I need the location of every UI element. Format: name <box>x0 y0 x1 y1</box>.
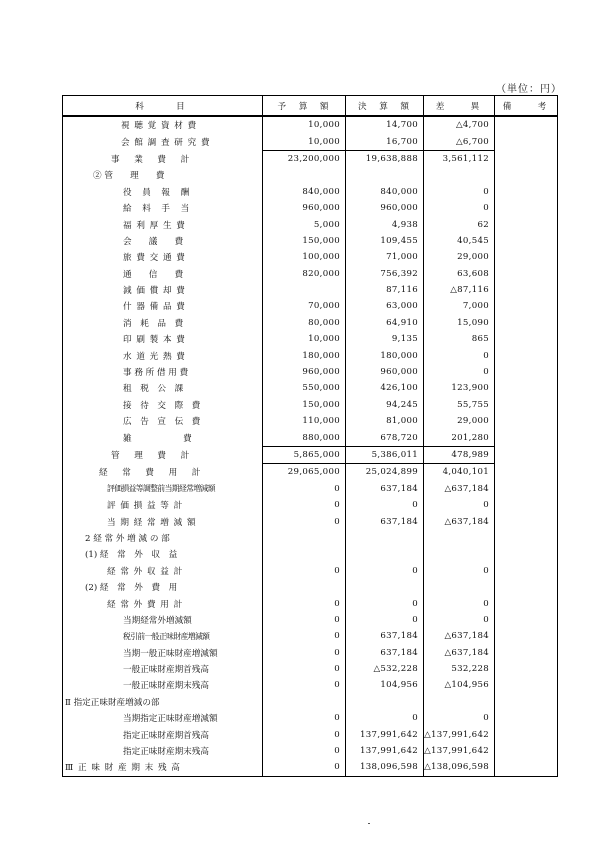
row-label: 事 務 所 借 用 費 <box>63 364 263 380</box>
budget-cell <box>263 579 346 595</box>
row-label: 一般正味財産期末残高 <box>63 677 263 693</box>
table-row <box>63 133 558 150</box>
remarks-cell <box>495 298 558 314</box>
table-row <box>63 347 558 363</box>
table-row <box>63 563 558 579</box>
table-row <box>63 661 558 677</box>
actual-cell <box>346 546 424 562</box>
difference-cell: 532,228 <box>424 661 495 677</box>
remarks-cell <box>495 133 558 150</box>
row-label: 評 価 損 益 等 計 <box>63 497 263 513</box>
difference-cell: △637,184 <box>424 628 495 644</box>
difference-cell <box>424 167 495 183</box>
remarks-cell <box>495 429 558 446</box>
difference-cell: 40,545 <box>424 233 495 249</box>
row-label: 給 料 手 当 <box>63 200 263 216</box>
table-row <box>63 726 558 742</box>
budget-cell: 960,000 <box>263 200 346 216</box>
remarks-cell <box>495 661 558 677</box>
remarks-cell <box>495 380 558 396</box>
row-label: 一般正味財産期首残高 <box>63 661 263 677</box>
difference-cell <box>424 694 495 710</box>
remarks-cell <box>495 233 558 249</box>
budget-cell: 10,000 <box>263 133 346 150</box>
budget-cell: 840,000 <box>263 184 346 200</box>
actual-cell: 137,991,642 <box>346 743 424 759</box>
actual-cell: 14,700 <box>346 116 424 133</box>
remarks-cell <box>495 397 558 413</box>
actual-cell: 637,184 <box>346 481 424 497</box>
row-label: 当 期 経 常 増 減 額 <box>63 513 263 529</box>
row-label: 印 刷 製 本 費 <box>63 331 263 347</box>
row-label: 会 議 費 <box>63 233 263 249</box>
actual-cell: 71,000 <box>346 249 424 265</box>
actual-cell <box>346 167 424 183</box>
remarks-cell <box>495 347 558 363</box>
row-label: 租 税 公 課 <box>63 380 263 396</box>
remarks-cell <box>495 184 558 200</box>
difference-cell: 0 <box>424 595 495 611</box>
budget-cell: 23,200,000 <box>263 150 346 167</box>
remarks-cell <box>495 513 558 529</box>
difference-cell: 63,608 <box>424 266 495 282</box>
header-remarks: 備 考 <box>495 96 558 117</box>
budget-cell: 10,000 <box>263 116 346 133</box>
table-row <box>63 513 558 529</box>
actual-cell: 0 <box>346 563 424 579</box>
budget-cell: 29,065,000 <box>263 464 346 481</box>
difference-cell: △637,184 <box>424 645 495 661</box>
budget-cell: 820,000 <box>263 266 346 282</box>
remarks-cell <box>495 364 558 380</box>
actual-cell: 0 <box>346 497 424 513</box>
row-label: 税引前一般正味財産増減額 <box>63 628 263 644</box>
actual-cell: 9,135 <box>346 331 424 347</box>
difference-cell: 0 <box>424 364 495 380</box>
actual-cell: 4,938 <box>346 216 424 232</box>
remarks-cell <box>495 497 558 513</box>
difference-cell: △6,700 <box>424 133 495 150</box>
difference-cell: 478,989 <box>424 446 495 463</box>
table-row <box>63 546 558 562</box>
table-row <box>63 497 558 513</box>
remarks-cell <box>495 530 558 546</box>
header-actual: 決 算 額 <box>346 96 424 117</box>
row-label: 管 理 費 計 <box>63 446 263 463</box>
difference-cell: 55,755 <box>424 397 495 413</box>
row-label: 消 耗 品 費 <box>63 315 263 331</box>
difference-cell: △637,184 <box>424 513 495 529</box>
row-label: 事 業 費 計 <box>63 150 263 167</box>
budget-cell: 0 <box>263 661 346 677</box>
actual-cell: 180,000 <box>346 347 424 363</box>
budget-cell: 0 <box>263 645 346 661</box>
table-row <box>63 759 558 776</box>
row-label: 指定正味財産期首残高 <box>63 726 263 742</box>
budget-cell: 0 <box>263 710 346 726</box>
remarks-cell <box>495 331 558 347</box>
row-label: 福 利 厚 生 費 <box>63 216 263 232</box>
budget-table <box>62 95 558 777</box>
difference-cell: 3,561,112 <box>424 150 495 167</box>
difference-cell: △104,956 <box>424 677 495 693</box>
difference-cell: 0 <box>424 563 495 579</box>
difference-cell <box>424 546 495 562</box>
remarks-cell <box>495 743 558 759</box>
difference-cell: 123,900 <box>424 380 495 396</box>
table-row <box>63 167 558 183</box>
actual-cell <box>346 530 424 546</box>
difference-cell: 0 <box>424 497 495 513</box>
table-row <box>63 677 558 693</box>
row-label: 旅 費 交 通 費 <box>63 249 263 265</box>
budget-cell: 150,000 <box>263 233 346 249</box>
budget-cell: 5,000 <box>263 216 346 232</box>
table-row <box>63 249 558 265</box>
budget-cell: 0 <box>263 563 346 579</box>
table-row <box>63 579 558 595</box>
remarks-cell <box>495 645 558 661</box>
actual-cell: 426,100 <box>346 380 424 396</box>
table-row <box>63 266 558 282</box>
table-row <box>63 595 558 611</box>
unit-label: （単位：円） <box>496 84 562 95</box>
actual-cell: 5,386,011 <box>346 446 424 463</box>
difference-cell: △137,991,642 <box>424 726 495 742</box>
budget-cell: 0 <box>263 612 346 628</box>
row-label: Ⅲ 正 味 財 産 期 末 残 高 <box>63 759 263 776</box>
row-label: 水 道 光 熱 費 <box>63 347 263 363</box>
table-row <box>63 364 558 380</box>
table-header-row <box>63 96 558 117</box>
remarks-cell <box>495 200 558 216</box>
actual-cell: 637,184 <box>346 628 424 644</box>
row-label: 減 価 償 却 費 <box>63 282 263 298</box>
budget-cell: 0 <box>263 595 346 611</box>
budget-cell: 0 <box>263 759 346 776</box>
actual-cell <box>346 694 424 710</box>
difference-cell: 4,040,101 <box>424 464 495 481</box>
table-row <box>63 645 558 661</box>
table-row <box>63 397 558 413</box>
remarks-cell <box>495 612 558 628</box>
budget-cell: 5,865,000 <box>263 446 346 463</box>
table-row <box>63 628 558 644</box>
budget-cell: 180,000 <box>263 347 346 363</box>
difference-cell: 62 <box>424 216 495 232</box>
row-label: 視 聴 覚 資 材 費 <box>63 116 263 133</box>
actual-cell: 138,096,598 <box>346 759 424 776</box>
actual-cell: 94,245 <box>346 397 424 413</box>
difference-cell: 15,090 <box>424 315 495 331</box>
table-row <box>63 282 558 298</box>
remarks-cell <box>495 249 558 265</box>
budget-cell <box>263 530 346 546</box>
table-row <box>63 380 558 396</box>
actual-cell: 19,638,888 <box>346 150 424 167</box>
remarks-cell <box>495 595 558 611</box>
row-label: 2 経 常 外 増 減 の 部 <box>63 530 263 546</box>
difference-cell: 865 <box>424 331 495 347</box>
difference-cell <box>424 530 495 546</box>
remarks-cell <box>495 315 558 331</box>
remarks-cell <box>495 446 558 463</box>
actual-cell: △532,228 <box>346 661 424 677</box>
table-row <box>63 200 558 216</box>
budget-cell <box>263 167 346 183</box>
row-label: 経 常 外 費 用 計 <box>63 595 263 611</box>
remarks-cell <box>495 216 558 232</box>
remarks-cell <box>495 481 558 497</box>
budget-cell: 0 <box>263 677 346 693</box>
remarks-cell <box>495 563 558 579</box>
remarks-cell <box>495 677 558 693</box>
budget-cell: 100,000 <box>263 249 346 265</box>
row-label: ② 管 理 費 <box>63 167 263 183</box>
row-label: 什 器 備 品 費 <box>63 298 263 314</box>
remarks-cell <box>495 266 558 282</box>
actual-cell: 0 <box>346 612 424 628</box>
actual-cell: 109,455 <box>346 233 424 249</box>
difference-cell: △87,116 <box>424 282 495 298</box>
actual-cell: 637,184 <box>346 645 424 661</box>
difference-cell: 0 <box>424 347 495 363</box>
difference-cell: 7,000 <box>424 298 495 314</box>
budget-cell <box>263 282 346 298</box>
row-label: 当期一般正味財産増減額 <box>63 645 263 661</box>
remarks-cell <box>495 464 558 481</box>
difference-cell: 0 <box>424 710 495 726</box>
actual-cell: 960,000 <box>346 200 424 216</box>
actual-cell: 637,184 <box>346 513 424 529</box>
table-row <box>63 150 558 167</box>
difference-cell: 29,000 <box>424 249 495 265</box>
remarks-cell <box>495 726 558 742</box>
row-label: (2) 経 常 外 費 用 <box>63 579 263 595</box>
table-row <box>63 184 558 200</box>
row-label: 接 待 交 際 費 <box>63 397 263 413</box>
actual-cell: 16,700 <box>346 133 424 150</box>
budget-cell: 0 <box>263 726 346 742</box>
table-row <box>63 464 558 481</box>
budget-cell: 110,000 <box>263 413 346 429</box>
table-row <box>63 298 558 314</box>
remarks-cell <box>495 694 558 710</box>
row-label: 経 常 外 収 益 計 <box>63 563 263 579</box>
budget-cell: 70,000 <box>263 298 346 314</box>
remarks-cell <box>495 628 558 644</box>
table-row <box>63 216 558 232</box>
row-label: 役 員 報 酬 <box>63 184 263 200</box>
difference-cell <box>424 579 495 595</box>
difference-cell: △138,096,598 <box>424 759 495 776</box>
table-row <box>63 710 558 726</box>
remarks-cell <box>495 710 558 726</box>
difference-cell: △4,700 <box>424 116 495 133</box>
actual-cell: 25,024,899 <box>346 464 424 481</box>
table-row <box>63 530 558 546</box>
row-label: (1) 経 常 外 収 益 <box>63 546 263 562</box>
actual-cell: 756,392 <box>346 266 424 282</box>
row-label: 評価損益等調整前当期経常増減額 <box>63 481 263 497</box>
budget-cell: 0 <box>263 513 346 529</box>
budget-cell: 0 <box>263 481 346 497</box>
header-difference: 差 異 <box>424 96 495 117</box>
actual-cell: 0 <box>346 595 424 611</box>
difference-cell: 201,280 <box>424 429 495 446</box>
actual-cell <box>346 579 424 595</box>
difference-cell: 0 <box>424 184 495 200</box>
row-label: 雑 費 <box>63 429 263 446</box>
remarks-cell <box>495 116 558 133</box>
row-label: 指定正味財産期末残高 <box>63 743 263 759</box>
actual-cell: 840,000 <box>346 184 424 200</box>
remarks-cell <box>495 413 558 429</box>
budget-cell: 0 <box>263 628 346 644</box>
table-row <box>63 481 558 497</box>
row-label: 会 館 調 査 研 究 費 <box>63 133 263 150</box>
row-label: 当期指定正味財産増減額 <box>63 710 263 726</box>
remarks-cell <box>495 167 558 183</box>
budget-cell: 80,000 <box>263 315 346 331</box>
budget-cell: 150,000 <box>263 397 346 413</box>
budget-cell <box>263 546 346 562</box>
budget-cell: 960,000 <box>263 364 346 380</box>
actual-cell: 960,000 <box>346 364 424 380</box>
row-label: 広 告 宣 伝 費 <box>63 413 263 429</box>
difference-cell: 29,000 <box>424 413 495 429</box>
table-row <box>63 446 558 463</box>
actual-cell: 63,000 <box>346 298 424 314</box>
difference-cell: 0 <box>424 200 495 216</box>
remarks-cell <box>495 579 558 595</box>
table-row <box>63 694 558 710</box>
table-row <box>63 743 558 759</box>
budget-cell <box>263 694 346 710</box>
remarks-cell <box>495 546 558 562</box>
row-label: 当期経常外増減額 <box>63 612 263 628</box>
budget-cell: 10,000 <box>263 331 346 347</box>
difference-cell: 0 <box>424 612 495 628</box>
budget-cell: 0 <box>263 743 346 759</box>
actual-cell: 87,116 <box>346 282 424 298</box>
difference-cell: △137,991,642 <box>424 743 495 759</box>
actual-cell: 137,991,642 <box>346 726 424 742</box>
header-subject: 科 目 <box>63 96 263 117</box>
table-row <box>63 331 558 347</box>
table-row <box>63 116 558 133</box>
actual-cell: 0 <box>346 710 424 726</box>
difference-cell: △637,184 <box>424 481 495 497</box>
actual-cell: 104,956 <box>346 677 424 693</box>
budget-cell: 550,000 <box>263 380 346 396</box>
remarks-cell <box>495 282 558 298</box>
table-row <box>63 413 558 429</box>
actual-cell: 64,910 <box>346 315 424 331</box>
row-label: 経 常 費 用 計 <box>63 464 263 481</box>
table-row <box>63 612 558 628</box>
row-label: 通 信 費 <box>63 266 263 282</box>
table-row <box>63 429 558 446</box>
budget-cell: 880,000 <box>263 429 346 446</box>
actual-cell: 678,720 <box>346 429 424 446</box>
budget-cell: 0 <box>263 497 346 513</box>
table-row <box>63 315 558 331</box>
row-label: Ⅱ 指定正味財産増減の部 <box>63 694 263 710</box>
remarks-cell <box>495 150 558 167</box>
actual-cell: 81,000 <box>346 413 424 429</box>
table-row <box>63 233 558 249</box>
remarks-cell <box>495 759 558 776</box>
header-budget: 予 算 額 <box>263 96 346 117</box>
scan-speck <box>368 823 370 824</box>
